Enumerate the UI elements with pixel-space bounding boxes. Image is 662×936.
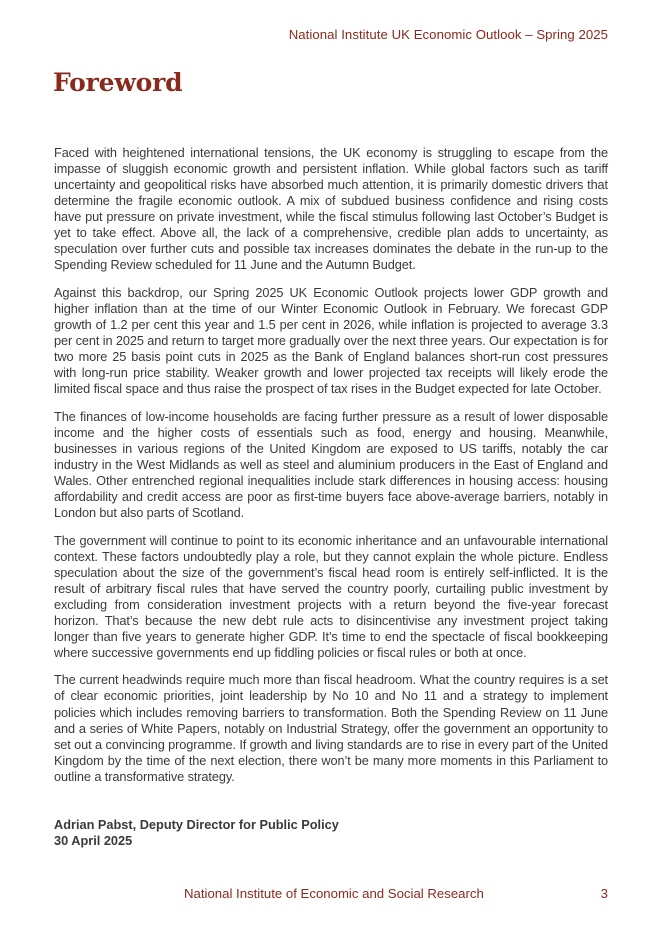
paragraph: Faced with heightened international tensions, the UK economy is struggling to escape from the impasse of sluggish economic growth and persistent inflation. While global factors such as tariff uncertainty and geopolitical risks have absorbed much attention, it is primarily domestic drivers that determine the fragile economic outlook. A mix of subdued business confidence and rising costs have put pressure on private investment, while the fiscal stimulus following last October’s Budget is yet to take effect. Above all, the lack of a comprehensive, credible plan adds to uncertainty, as speculation over further cuts and possible tax increases dominates the debate in the run-up to the Spending Review scheduled for 11 June and the Autumn Budget. — [54, 145, 608, 273]
page-number: 3 — [600, 886, 608, 901]
signature-date: 30 April 2025 — [54, 833, 133, 848]
paragraph: The finances of low-income households are facing further pressure as a result of lower disposable income and the higher costs of essentials such as food, energy and housing. Meanwhile, businesses in various regions of the United Kingdom are exposed to US tariffs, notably the car industry in the West Midlands as well as steel and aluminium producers in the East of England and Wales. Other entrenched regional inequalities include stark differences in housing access: housing affordability and credit access are poor as first-time buyers face above-average barriers, notably in London but also parts of Scotland. — [54, 408, 608, 520]
paragraph: Against this backdrop, our Spring 2025 UK Economic Outlook projects lower GDP growth and higher inflation than at the time of our Winter Economic Outlook in February. We forecast GDP growth of 1.2 per cent this year and 1.5 per cent in 2026, while inflation is projected to average 3.3 per cent in 2025 and return to target more gradually over the next three years. Our expectation is for two more 25 basis point cuts in 2025 as the Bank of England balances short-run cost pressures with long-run price stability. Weaker growth and lower projected tax receipts will likely erode the limited fiscal space and thus raise the prospect of tax rises in the Budget expected for late October. — [54, 284, 608, 397]
author-line: Adrian Pabst, Deputy Director for Public Policy — [54, 817, 339, 832]
footer-organization: National Institute of Economic and Social Research — [184, 886, 484, 901]
paragraph: The current headwinds require much more than fiscal headroom. What the country requires is a set of clear economic priorities, joint leadership by No 10 and No 11 and a strategy to implement policies which includes removing barriers to transformation. Both the Spending Review on 11 June and a series of White Papers, notably on Industrial Strategy, offer the government an opportunity to set out a convincing programme. If growth and living standards are to rise in every part of the United Kingdom by the time of the next election, there won’t be many more moments in this Parliament to outline a transformative strategy. — [54, 672, 608, 784]
page-title: Foreword — [53, 68, 183, 97]
running-header: National Institute UK Economic Outlook – Spring 2025 — [288, 27, 608, 42]
signature-block — [54, 817, 339, 849]
foreword-body — [54, 145, 608, 796]
paragraph: The government will continue to point to its economic inheritance and an unfavourable international context. These factors undoubtedly play a role, but they cannot explain the whole picture. Endless speculation about the size of the government’s fiscal head room is entirely self-inflicted. It is the result of arbitrary fiscal rules that have served the country poorly, curtailing public investment by excluding from consideration investment projects with a return beyond the five-year forecast horizon. That’s because the new debt rule acts to disincentivise any investment project taking longer than five years to generate higher GDP. It’s time to end the spectacle of fiscal bookkeeping where successive governments end up fiddling policies or fiscal rules or both at once. — [54, 532, 608, 660]
